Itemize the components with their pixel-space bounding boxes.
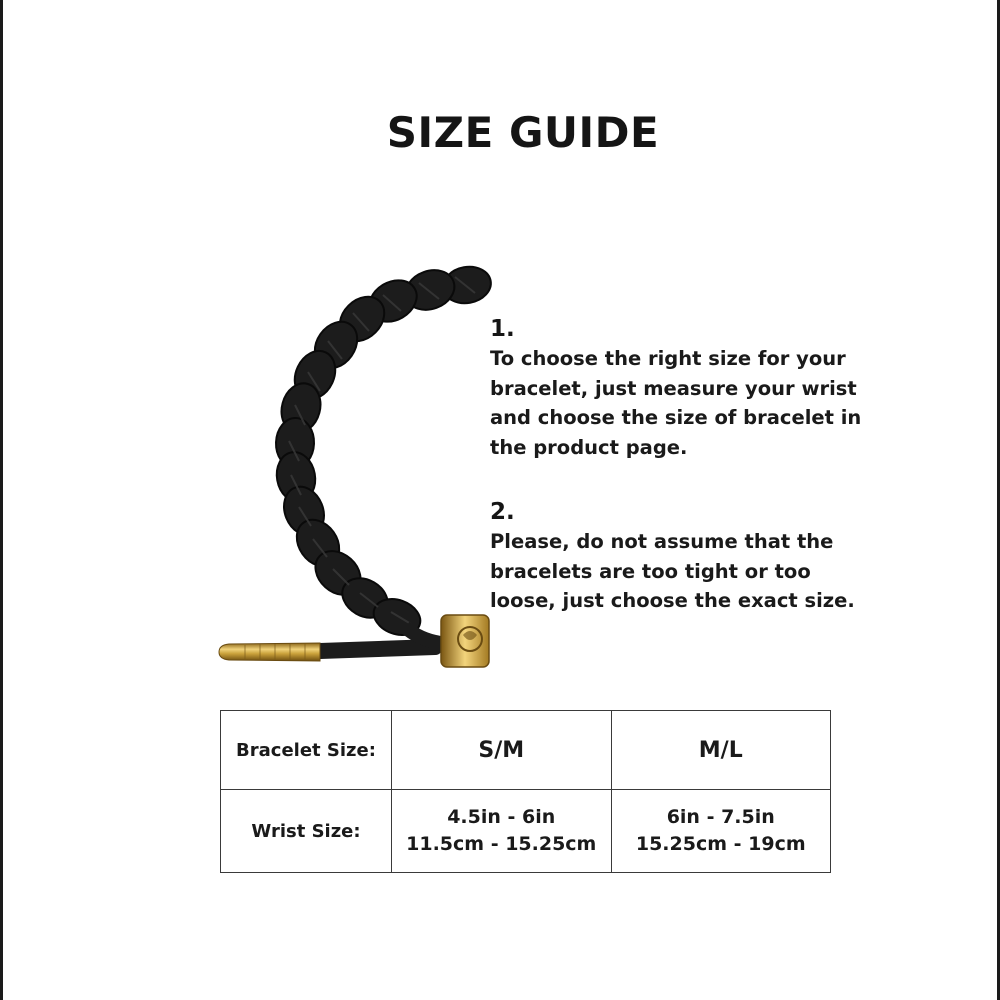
- bracelet-image: [205, 255, 495, 675]
- size-table: [220, 710, 831, 873]
- step-1: [490, 314, 890, 462]
- page-title: SIZE GUIDE: [386, 108, 660, 157]
- step-2: [490, 497, 890, 616]
- wrist-size-sm-inches: 4.5in - 6in: [447, 806, 556, 828]
- size-ml-header: M/L: [611, 711, 831, 790]
- size-sm-header: S/M: [392, 711, 612, 790]
- step-2-text: Please, do not assume that the bracelets are too tight or too loose, just choose the exact size.: [490, 530, 855, 612]
- bracelet-size-label: Bracelet Size:: [221, 711, 392, 790]
- wrist-size-ml-cell: [611, 790, 831, 873]
- wrist-size-sm-cell: [392, 790, 612, 873]
- table-row-wrist-size: [221, 790, 831, 873]
- step-2-number: 2.: [490, 499, 515, 525]
- wrist-size-ml-cm: 15.25cm - 19cm: [635, 833, 806, 855]
- wrist-size-label: Wrist Size:: [221, 790, 392, 873]
- wrist-size-ml-inches: 6in - 7.5in: [666, 806, 775, 828]
- step-1-text: To choose the right size for your bracelet, just measure your wrist and choose the size of bracelet in the product page.: [490, 347, 862, 459]
- table-row-bracelet-size: [221, 711, 831, 790]
- step-1-number: 1.: [490, 316, 515, 342]
- wrist-size-sm-cm: 11.5cm - 15.25cm: [406, 833, 597, 855]
